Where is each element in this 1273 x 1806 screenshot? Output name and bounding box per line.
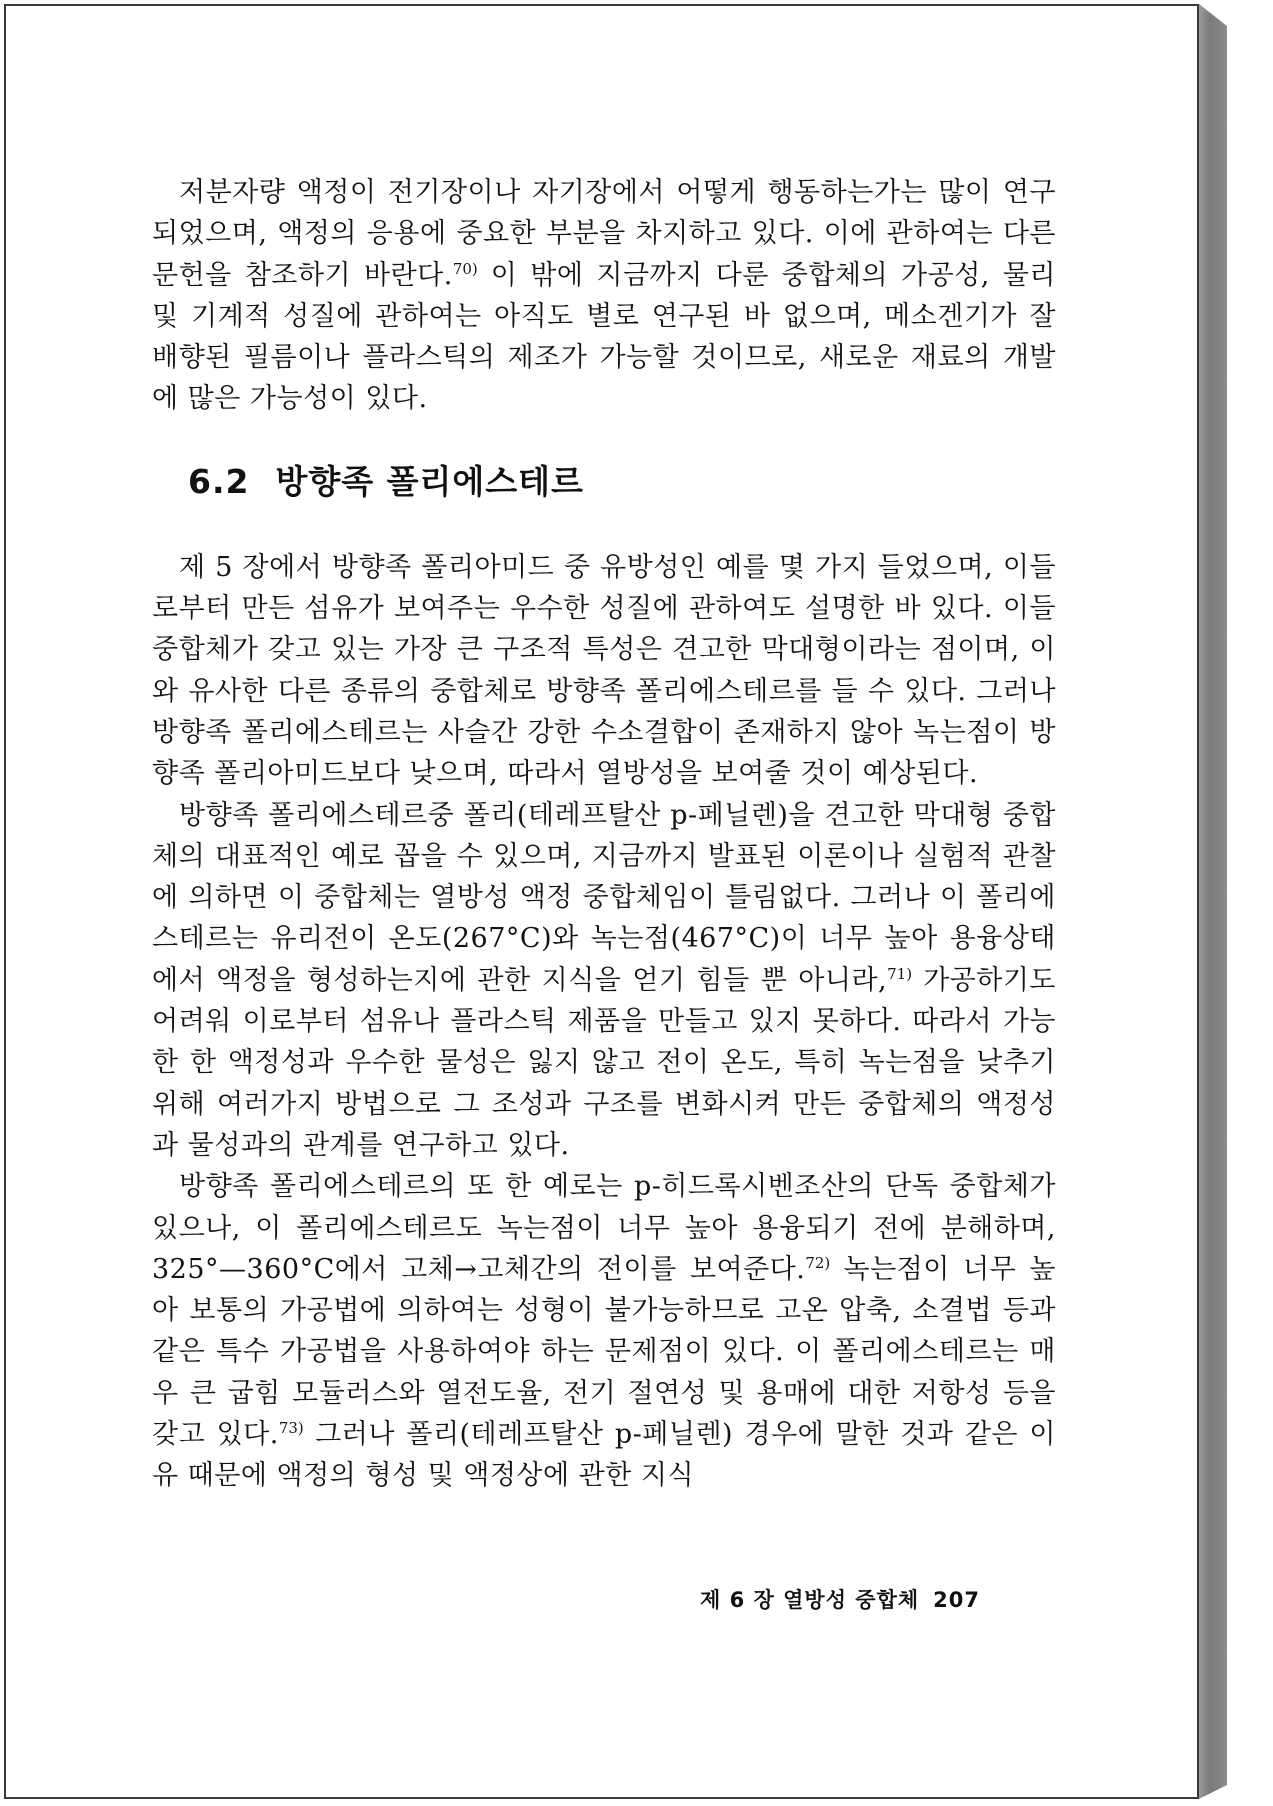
paragraph-ppt <box>152 795 1056 1167</box>
paragraph-aromatic-polyamide-text: 제 5 장에서 방향족 폴리아미드 중 유방성인 예를 몇 가지 들었으며, 이들로부터 만든 섬유가 보여주는 우수한 성질에 관하여도 설명한 바 있다. 이들 중합체가 갖고 있는 가장 큰 구조적 특성은 견고한 막대형이라는 점이며, 이와 유사한 다른 종류의 중합체로 방향족 폴리에스테르를 들 수 있다. 그러나 방향족 폴리에스테르는 사슬간 강한 수소결합이 존재하지 않아 녹는점이 방향족 폴리아미드보다 낮으며, 따라서 열방성을 보여줄 것이 예상된다. <box>152 551 1056 790</box>
reference-marker-73: 73) <box>278 1419 304 1438</box>
paragraph-ppt-text-b: 가공하기도 어려워 이로부터 섬유나 플라스틱 제품을 만들고 있지 못하다. 따라서 가능한 한 액정성과 우수한 물성은 잃지 않고 전이 온도, 특히 녹는점을 낮추기 위해 여러가지 방법으로 그 조성과 구조를 변화시켜 만든 중합체의 액정성과 물성과의 관계를 연구하고 있다. <box>152 964 1056 1161</box>
footer-chapter: 제 6 장 열방성 중합체 <box>700 1588 920 1612</box>
section-heading <box>188 456 1056 503</box>
section-title: 방향족 폴리에스테르 <box>275 461 584 501</box>
paragraph-hydroxybenzoic-text-c: 그러나 폴리(테레프탈산 p-페닐렌) 경우에 말한 것과 같은 이유 때문에 액정의 형성 및 액정상에 관한 지식 <box>152 1419 1056 1492</box>
reference-marker-72: 72) <box>805 1253 831 1272</box>
paragraph-intro <box>152 172 1056 420</box>
paragraph-ppt-text-a: 방향족 폴리에스테르중 폴리(테레프탈산 p-페닐렌)을 견고한 막대형 중합체의 대표적인 예로 꼽을 수 있으며, 지금까지 발표된 이론이나 실험적 관찰에 의하면 이 중합체는 열방성 액정 중합체임이 틀림없다. 그러나 이 폴리에스테르는 유리전이 온도(267°C)와 녹는점(467°C)이 너무 높아 용융상태에서 액정을 형성하는지에 관한 지식을 얻기 힘들 뿐 아니라, <box>152 799 1056 996</box>
paragraph-hydroxybenzoic-text-a: 방향족 폴리에스테르의 또 한 예로는 p-히드록시벤조산의 단독 중합체가 있으나, 이 폴리에스테르도 녹는점이 너무 높아 용융되기 전에 분해하며, 325°—360°C에서 고체→고체간의 전이를 보여준다. <box>152 1171 1056 1285</box>
paragraph-intro-text-a: 저분자량 액정이 전기장이나 자기장에서 어떻게 행동하는가는 많이 연구되었으며, 액정의 응용에 중요한 부분을 차지하고 있다. 이에 관하여는 다른 문헌을 참조하기 바란다. <box>152 177 1056 291</box>
page-body <box>152 172 1056 1497</box>
reference-marker-71: 71) <box>887 964 913 983</box>
page-number: 207 <box>933 1588 980 1612</box>
page-edge-shadow <box>1199 4 1227 1799</box>
paragraph-aromatic-polyamide <box>152 547 1056 795</box>
running-footer <box>700 1584 980 1614</box>
reference-marker-70: 70) <box>452 259 478 278</box>
paragraph-hydroxybenzoic-text-b: 녹는점이 너무 높아 보통의 가공법에 의하여는 성형이 불가능하므로 고온 압축, 소결법 등과 같은 특수 가공법을 사용하여야 하는 문제점이 있다. 이 폴리에스테르는 매우 큰 굽힘 모듈러스와 열전도율, 전기 절연성 및 용매에 대한 저항성 등을 갖고 있다. <box>152 1253 1056 1451</box>
paragraph-intro-text-b: 이 밖에 지금까지 다룬 중합체의 가공성, 물리 및 기계적 성질에 관하여는 아직도 별로 연구된 바 없으며, 메소겐기가 잘 배향된 필름이나 플라스틱의 제조가 가능할 것이므로, 새로운 재료의 개발에 많은 가능성이 있다. <box>152 259 1056 415</box>
paragraph-hydroxybenzoic <box>152 1166 1056 1496</box>
section-number: 6.2 <box>188 461 250 501</box>
